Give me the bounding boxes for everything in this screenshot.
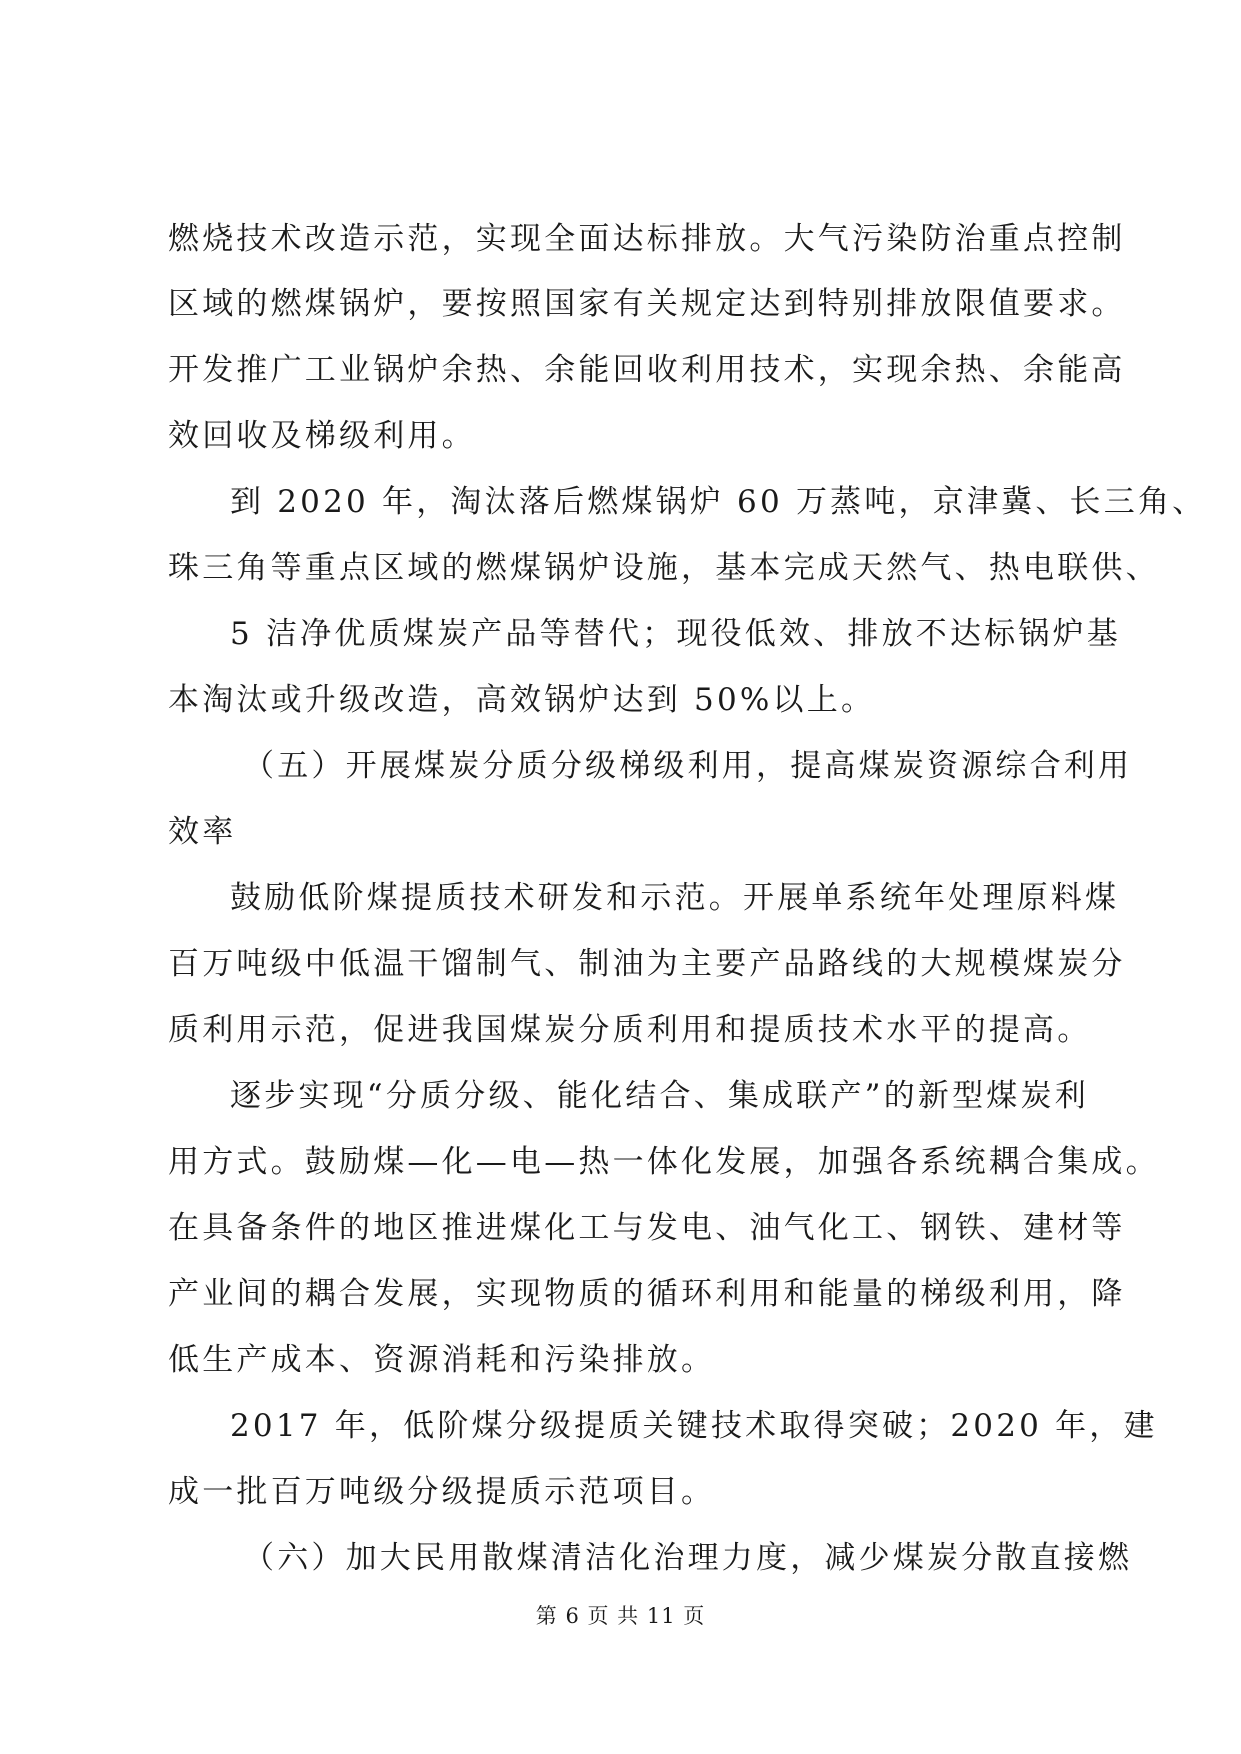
text-line-1: 燃烧技术改造示范，实现全面达标排放。大气污染防治重点控制 (168, 221, 1126, 257)
text-line-12: 百万吨级中低温干馏制气、制油为主要产品路线的大规模煤炭分 (168, 946, 1126, 982)
section-heading-5: （五）开展煤炭分质分级梯级利用，提高煤炭资源综合利用 (243, 748, 1133, 784)
text-line-11: 鼓励低阶煤提质技术研发和示范。开展单系统年处理原料煤 (230, 880, 1120, 916)
text-line-14: 逐步实现“分质分级、能化结合、集成联产”的新型煤炭利 (230, 1078, 1089, 1114)
text-line-19: 2017 年，低阶煤分级提质关键技术取得突破；2020 年，建 (230, 1408, 1158, 1444)
text-line-3: 开发推广工业锅炉余热、余能回收利用技术，实现余热、余能高 (168, 352, 1126, 388)
text-line-16: 在具备条件的地区推进煤化工与发电、油气化工、钢铁、建材等 (168, 1210, 1126, 1246)
page-number-footer: 第 6 页 共 11 页 (535, 1604, 706, 1628)
text-line-6: 珠三角等重点区域的燃煤锅炉设施，基本完成天然气、热电联供、 (168, 550, 1160, 586)
text-line-2: 区域的燃煤锅炉，要按照国家有关规定达到特别排放限值要求。 (168, 286, 1126, 322)
text-line-20: 成一批百万吨级分级提质示范项目。 (168, 1474, 716, 1510)
text-line-17: 产业间的耦合发展，实现物质的循环利用和能量的梯级利用，降 (168, 1276, 1126, 1312)
text-line-8: 本淘汰或升级改造，高效锅炉达到 50%以上。 (168, 682, 876, 718)
text-line-18: 低生产成本、资源消耗和污染排放。 (168, 1342, 716, 1378)
text-line-5: 到 2020 年，淘汰落后燃煤锅炉 60 万蒸吨，京津冀、长三角、 (230, 484, 1207, 520)
text-line-4: 效回收及梯级利用。 (168, 418, 476, 454)
section-heading-5-cont: 效率 (168, 814, 237, 850)
text-line-7: 5 洁净优质煤炭产品等替代；现役低效、排放不达标锅炉基 (230, 616, 1121, 652)
text-line-13: 质利用示范，促进我国煤炭分质利用和提质技术水平的提高。 (168, 1012, 1092, 1048)
text-line-15: 用方式。鼓励煤—化—电—热一体化发展，加强各系统耦合集成。 (168, 1144, 1160, 1180)
section-heading-6: （六）加大民用散煤清洁化治理力度，减少煤炭分散直接燃 (243, 1540, 1133, 1576)
